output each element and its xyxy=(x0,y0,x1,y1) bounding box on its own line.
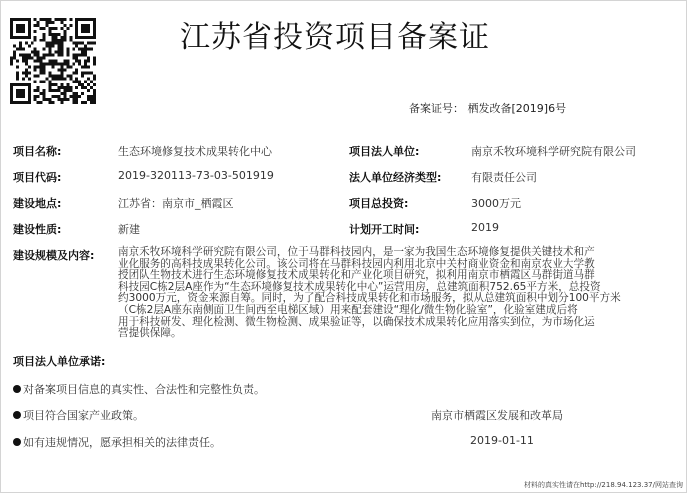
bullet-icon xyxy=(13,438,21,446)
location-value: 江苏省：南京市_栖霞区 xyxy=(118,197,234,210)
project-name-value: 生态环境修复技术成果转化中心 xyxy=(118,145,272,158)
scale-line: 营提供保障。 xyxy=(118,327,182,340)
bullet-icon xyxy=(13,385,21,393)
scale-description xyxy=(118,247,664,340)
scale-label: 建设规模及内容: xyxy=(13,249,95,262)
qr-code-icon[interactable] xyxy=(10,18,96,104)
scale-line: 授团队生物技术进行生态环境修复技术成果转化和产业化项目研究，拟利用南京市栖霞区马群街道马群 xyxy=(118,269,595,282)
bullet-icon xyxy=(13,411,21,419)
location-label: 建设地点: xyxy=(13,197,62,210)
commitment-text: 项目符合国家产业政策。 xyxy=(23,409,144,422)
commitment-item xyxy=(13,381,265,397)
issue-date: 2019-01-11 xyxy=(470,434,534,447)
legal-unit-label: 项目法人单位: xyxy=(349,145,420,158)
commitment-label: 项目法人单位承诺: xyxy=(13,355,106,368)
page-title: 江苏省投资项目备案证 xyxy=(180,20,490,55)
start-time-value: 2019 xyxy=(471,221,499,234)
scale-line: 科技园C栋2层A座作为“生态环境修复技术成果转化中心”运营用房，总建筑面积752.65平方米，总投资 xyxy=(118,280,601,293)
commitment-text: 如有违规情况，愿承担相关的法律责任。 xyxy=(23,436,221,449)
project-code-label: 项目代码: xyxy=(13,171,62,184)
legal-unit-value: 南京禾牧环境科学研究院有限公司 xyxy=(471,145,636,158)
project-code-value: 2019-320113-73-03-501919 xyxy=(118,169,274,182)
project-name-label: 项目名称: xyxy=(13,145,62,158)
scale-line: 业化服务的高科技成果转化公司。该公司将在马群科技园内利用北京中关村商业资金和南京农业大学教 xyxy=(118,257,595,270)
commitment-item xyxy=(13,434,221,450)
nature-label: 建设性质: xyxy=(13,223,62,236)
scale-line: （C栋2层A座东南侧面卫生间西至电梯区域）用来配套建设“理化/微生物化验室”，化验室建成后将 xyxy=(118,303,578,316)
commitment-text: 对备案项目信息的真实性、合法性和完整性负责。 xyxy=(23,383,265,396)
issuing-authority: 南京市栖霞区发展和改革局 xyxy=(431,409,563,422)
total-investment-value: 3000万元 xyxy=(471,197,521,210)
total-investment-label: 项目总投资: xyxy=(349,197,409,210)
economic-type-value: 有限责任公司 xyxy=(471,171,537,184)
scale-line: 约3000万元，资金来源自筹。同时，为了配合科技成果转化和市场服务，拟从总建筑面积中划分100平方米 xyxy=(118,292,621,305)
verification-note[interactable]: 材料的真实性请在http://218.94.123.37/网站查询 xyxy=(523,481,683,489)
scale-line: 南京禾牧环境科学研究院有限公司，位于马群科技园内，是一家为我国生态环境修复提供关键技术和产 xyxy=(118,246,595,258)
start-time-label: 计划开工时间: xyxy=(349,223,420,236)
economic-type-label: 法人单位经济类型: xyxy=(349,171,442,184)
commitment-item xyxy=(13,407,144,423)
scale-line: 用于科技研发、理化检测、微生物检测、成果验证等，以确保技术成果转化应用落实到位，为市场化运 xyxy=(118,315,595,328)
registration-number: 备案证号： 栖发改备[2019]6号 xyxy=(409,102,567,115)
nature-value: 新建 xyxy=(118,223,140,236)
